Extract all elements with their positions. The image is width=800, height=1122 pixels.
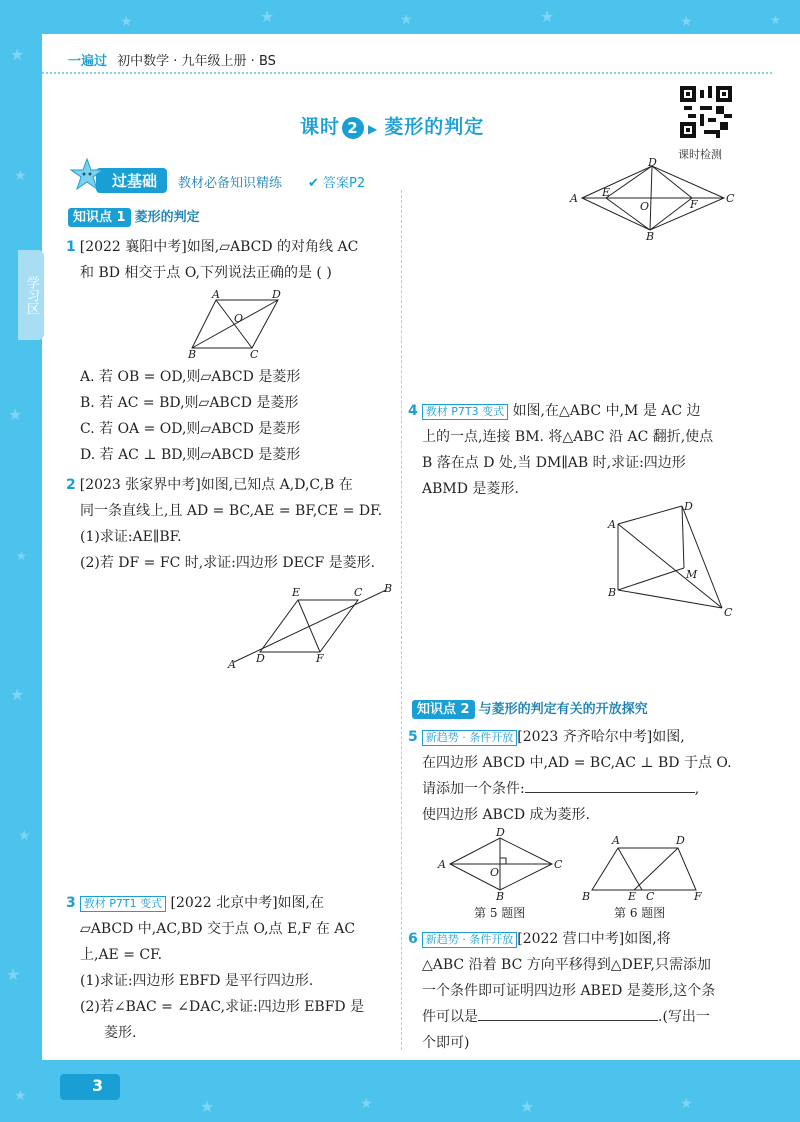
trend-tag: 新趋势 · 条件开放 bbox=[422, 730, 518, 746]
svg-text:D: D bbox=[496, 826, 505, 839]
svg-text:F: F bbox=[690, 198, 698, 211]
mascot-icon bbox=[70, 158, 104, 192]
lesson-name: 菱形的判定 bbox=[384, 116, 485, 138]
svg-text:F: F bbox=[694, 890, 702, 903]
svg-text:★: ★ bbox=[360, 1096, 373, 1112]
figure-q4 bbox=[604, 498, 744, 622]
svg-text:E: E bbox=[602, 186, 611, 199]
lesson-prefix: 课时 bbox=[300, 116, 341, 138]
svg-text:A: A bbox=[438, 858, 446, 871]
qr-code-icon[interactable] bbox=[680, 86, 732, 138]
svg-text:★: ★ bbox=[120, 14, 133, 30]
svg-text:A: A bbox=[608, 518, 616, 531]
page-number: 3 bbox=[92, 1076, 104, 1095]
svg-text:D: D bbox=[272, 288, 281, 301]
figure-q5 bbox=[436, 826, 566, 902]
svg-text:D: D bbox=[676, 834, 685, 847]
svg-text:O: O bbox=[640, 200, 650, 213]
question-1: 1 [2022 襄阳中考]如图,▱ABCD 的对角线 AC 和 BD 相交于点 O,下列说法正确的是 ( ) bbox=[66, 239, 359, 281]
trend-tag: 新趋势 · 条件开放 bbox=[422, 932, 518, 948]
figure-q2 bbox=[228, 582, 398, 672]
svg-text:D: D bbox=[256, 652, 265, 665]
section-banner bbox=[68, 166, 398, 192]
question-5: 5 新趋势 · 条件开放 [2023 齐齐哈尔中考]如图, 在四边形 ABCD 中,AD = BC,AC ⊥ BD 于点 O. 请添加一个条件: , 使四边形 ABCD 成为菱形. bbox=[408, 729, 732, 823]
side-tab-study-area: 学习区 bbox=[18, 250, 44, 340]
figure-caption-5: 第 5 题图 bbox=[474, 906, 526, 920]
option-a[interactable]: A. 若 OB = OD,则▱ABCD 是菱形 bbox=[80, 369, 301, 385]
svg-text:★: ★ bbox=[680, 1096, 693, 1112]
svg-text:★: ★ bbox=[200, 1097, 215, 1116]
svg-text:★: ★ bbox=[770, 13, 781, 27]
lesson-title bbox=[300, 112, 484, 139]
svg-text:F: F bbox=[316, 652, 324, 665]
svg-text:★: ★ bbox=[540, 7, 555, 26]
svg-text:A: A bbox=[212, 288, 220, 301]
svg-text:B: B bbox=[188, 348, 197, 361]
svg-text:★: ★ bbox=[400, 12, 413, 28]
question-2: 2 [2023 张家界中考]如图,已知点 A,D,C,B 在 同一条直线上,且 AD = BC,AE = BF,CE = DF. (1)求证:AE∥BF. (2)若 DF = FC 时,求证:四边形 DECF 是菱形. bbox=[66, 477, 383, 571]
footer-bar bbox=[60, 1074, 120, 1100]
svg-text:★: ★ bbox=[6, 965, 21, 984]
svg-text:E: E bbox=[628, 890, 637, 903]
svg-text:E: E bbox=[292, 586, 301, 599]
svg-text:C: C bbox=[726, 192, 735, 205]
svg-text:★: ★ bbox=[680, 14, 693, 30]
answer-blank-q5[interactable] bbox=[525, 778, 695, 793]
svg-text:★: ★ bbox=[14, 168, 27, 184]
option-b[interactable]: B. 若 AC = BD,则▱ABCD 是菱形 bbox=[80, 395, 299, 411]
answer-ref: ✔ 答案P2 bbox=[308, 176, 366, 191]
svg-text:★: ★ bbox=[10, 45, 25, 64]
figure-q6 bbox=[578, 834, 708, 904]
question-3: 3 教材 P7T1 变式 [2022 北京中考]如图,在 ▱ABCD 中,AC,BD 交于点 O,点 E,F 在 AC 上,AE = CF. (1)求证:四边形 EBFD 是平行四边形. (2)若∠BAC = ∠DAC,求证:四边形 EBFD 是 菱形. bbox=[66, 895, 365, 1041]
option-c[interactable]: C. 若 OA = OD,则▱ABCD 是菱形 bbox=[80, 421, 301, 437]
svg-text:C: C bbox=[250, 348, 259, 361]
lesson-number: 2 bbox=[342, 117, 364, 139]
svg-text:★: ★ bbox=[8, 405, 23, 424]
brand-logo: 一遍过 bbox=[68, 54, 108, 69]
variant-tag: 教材 P7T3 变式 bbox=[422, 404, 508, 420]
section-desc: 教材必备知识精练 bbox=[178, 176, 283, 191]
svg-text:★: ★ bbox=[260, 7, 275, 26]
svg-text:C: C bbox=[646, 890, 655, 903]
question-1-options bbox=[80, 364, 400, 468]
svg-text:B: B bbox=[646, 230, 655, 243]
svg-text:A: A bbox=[228, 658, 236, 671]
play-arrow-icon: ▶ bbox=[368, 122, 379, 136]
header-divider bbox=[42, 72, 772, 74]
svg-text:D: D bbox=[684, 500, 693, 513]
svg-text:B: B bbox=[496, 890, 505, 903]
question-4: 4 教材 P7T3 变式 如图,在△ABC 中,M 是 AC 边 上的一点,连接 BM. 将△ABC 沿 AC 翻折,使点 B 落在点 D 处,当 DM∥AB 时,求证:四边形 ABMD 是菱形. bbox=[408, 403, 714, 497]
svg-text:B: B bbox=[608, 586, 617, 599]
svg-text:A: A bbox=[612, 834, 620, 847]
svg-text:O: O bbox=[490, 866, 500, 879]
svg-text:★: ★ bbox=[18, 828, 31, 844]
svg-text:C: C bbox=[354, 586, 363, 599]
qr-caption: 课时检测 bbox=[678, 148, 722, 161]
svg-text:M: M bbox=[686, 568, 698, 581]
svg-text:C: C bbox=[554, 858, 563, 871]
column-divider bbox=[401, 190, 402, 1050]
figure-caption-6: 第 6 题图 bbox=[614, 906, 666, 920]
svg-text:B: B bbox=[582, 890, 591, 903]
option-d[interactable]: D. 若 AC ⊥ BD,则▱ABCD 是菱形 bbox=[80, 447, 301, 463]
question-6: 6 新趋势 · 条件开放 [2022 营口中考]如图,将 △ABC 沿着 BC 方向平移得到△DEF,只需添加 一个条件即可证明四边形 ABED 是菱形,这个条 件可以是 .(写出一 个即可) bbox=[408, 931, 716, 1051]
svg-text:A: A bbox=[570, 192, 578, 205]
knowledge-point-2: 知识点 2 与菱形的判定有关的开放探究 bbox=[412, 698, 648, 717]
svg-text:B: B bbox=[384, 582, 393, 595]
svg-text:★: ★ bbox=[10, 685, 25, 704]
svg-text:D: D bbox=[648, 156, 657, 169]
knowledge-point-1: 知识点 1 菱形的判定 bbox=[68, 206, 200, 225]
svg-text:O: O bbox=[234, 312, 244, 325]
svg-text:★: ★ bbox=[16, 549, 27, 563]
figure-q1 bbox=[186, 288, 281, 362]
answer-blank-q6[interactable] bbox=[478, 1006, 658, 1021]
header-series bbox=[68, 50, 276, 69]
series-text: 初中数学 · 九年级上册 · BS bbox=[117, 54, 276, 69]
svg-text:C: C bbox=[724, 606, 733, 619]
section-label: 过基础 bbox=[96, 168, 167, 193]
figure-q3 bbox=[566, 158, 736, 242]
svg-text:★: ★ bbox=[14, 1088, 27, 1104]
variant-tag: 教材 P7T1 变式 bbox=[80, 896, 166, 912]
svg-text:★: ★ bbox=[520, 1097, 535, 1116]
